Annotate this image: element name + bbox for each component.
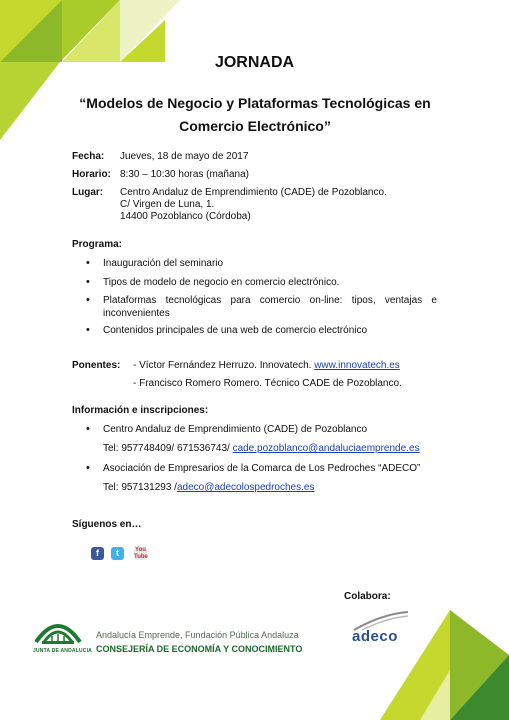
cade-email-link[interactable]: cade.pozoblanco@andaluciaemprende.es [232,443,420,454]
info-org-2: • Asociación de Empresarios de la Comarca de Los Pedroches “ADECO” [103,462,420,475]
junta-line-2: CONSEJERÍA DE ECONOMÍA Y CONOCIMIENTO [96,644,303,654]
info-label: Información e inscripciones: [72,405,209,416]
facebook-icon[interactable]: f [91,547,104,560]
org-2-tel: Tel: 957131293 / [103,482,177,493]
innovatech-link[interactable]: www.innovatech.es [314,360,400,371]
subtitle-line-2: Comercio Electrónico” [179,118,331,134]
lugar-line-3: 14400 Pozoblanco (Córdoba) [120,211,251,222]
ponentes-label: Ponentes: [72,360,121,371]
junta-line-1: Andalucía Emprende, Fundación Pública Andaluza [96,630,299,640]
siguenos-label: Síguenos en… [72,519,142,530]
info-org-1-contact [103,442,420,455]
lugar-line-2: C/ Virgen de Luna, 1. [120,199,215,210]
junta-andalucia-emblem-icon [32,614,84,648]
info-org-1: • Centro Andaluz de Emprendimiento (CADE) de Pozoblanco [103,423,367,436]
horario-value: 8:30 – 10:30 horas (mañana) [120,169,249,180]
programa-item: • Inauguración del seminario [103,257,223,270]
info-org-2-contact [103,481,314,494]
lugar-label: Lugar: [72,187,104,198]
programa-item: • Plataformas tecnológicas para comercio on-line: tipos, ventajas e inconvenientes [103,294,437,320]
programa-item: • Contenidos principales de una web de comercio electrónico [103,324,367,337]
junta-caption: JUNTA DE ANDALUCIA [33,648,92,654]
programa-label: Programa: [72,239,123,250]
colabora-label: Colabora: [344,591,391,602]
twitter-icon[interactable]: t [111,547,124,560]
lugar-line-1: Centro Andaluz de Emprendimiento (CADE) de Pozoblanco. [120,187,387,198]
fecha-value: Jueves, 18 de mayo de 2017 [120,151,249,162]
programa-item: • Tipos de modelo de negocio en comercio electrónico. [103,276,339,289]
page-title: JORNADA [214,54,295,71]
ponente-2: - Francisco Romero Romero. Técnico CADE de Pozoblanco. [133,378,402,389]
org-1-tel: Tel: 957748409/ 671536743/ [103,443,233,454]
adeco-logo: adeco [352,628,398,645]
event-subtitle [60,92,450,138]
youtube-icon[interactable]: You Tube [134,547,148,560]
fecha-label: Fecha: [72,151,105,162]
ponente-1 [133,359,400,372]
subtitle-line-1: “Modelos de Negocio y Plataformas Tecnológicas en [79,95,431,111]
adeco-email-link[interactable]: adeco@adecolospedroches.es [176,482,315,493]
ponente-1-text: - Víctor Fernández Herruzo. Innovatech. [133,360,315,371]
horario-label: Horario: [72,169,111,180]
